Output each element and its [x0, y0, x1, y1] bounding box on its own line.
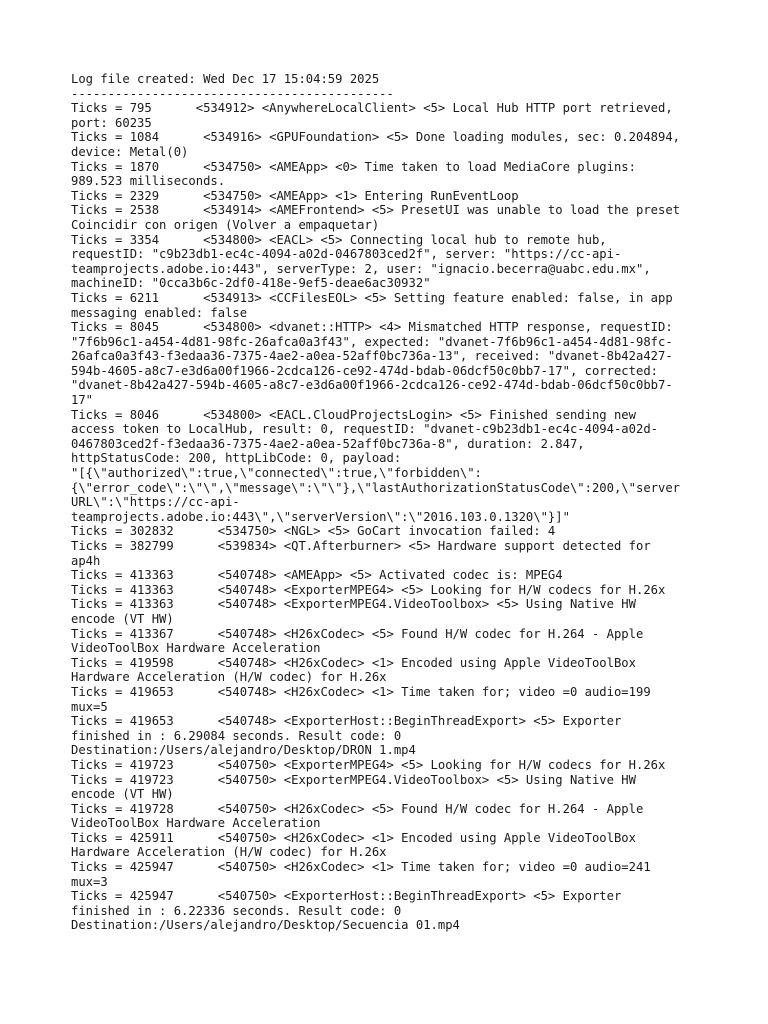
log-line: httpStatusCode: 200, httpLibCode: 0, payload:	[71, 451, 402, 466]
log-line: VideoToolBox Hardware Acceleration	[71, 641, 321, 656]
log-line: encode (VT HW)	[71, 787, 174, 802]
log-line: 17"	[71, 393, 94, 408]
log-line: Ticks = 419723 <540750> <ExporterMPEG4> <5> Looking for H/W codecs for H.26x	[71, 757, 666, 772]
log-line: "dvanet-8b42a427-594b-4605-a8c7-e3d6a00f1966-2cdca126-ce92-474d-bdab-06dcf50c0bb7-	[71, 378, 673, 393]
log-line: 594b-4605-a8c7-e3d6a00f1966-2cdca126-ce92-474d-bdab-06dcf50c0bb7-17", corrected:	[71, 363, 658, 378]
log-line: Ticks = 6211 <534913> <CCFilesEOL> <5> Setting feature enabled: false, in app	[71, 290, 673, 305]
log-line: Ticks = 425947 <540750> <ExporterHost::BeginThreadExport> <5> Exporter	[71, 889, 622, 904]
log-line: access token to LocalHub, result: 0, requestID: "dvanet-c9b23db1-ec4c-4094-a02d-	[71, 422, 658, 437]
log-line: Ticks = 425911 <540750> <H26xCodec> <1> Encoded using Apple VideoToolBox	[71, 830, 636, 845]
log-line: Ticks = 413363 <540748> <ExporterMPEG4.VideoToolbox> <5> Using Native HW	[71, 597, 636, 612]
log-header-line: Log file created: Wed Dec 17 15:04:59 2025	[71, 72, 380, 86]
log-line: Ticks = 1870 <534750> <AMEApp> <0> Time taken to load MediaCore plugins:	[71, 159, 636, 174]
log-line: 26afca0a3f43-f3edaa36-7375-4ae2-a0ea-52aff0bc736a-13", received: "dvanet-8b42a427-	[71, 349, 673, 364]
log-line: finished in : 6.29084 seconds. Result code: 0	[71, 728, 402, 743]
log-line: "7f6b96c1-a454-4d81-98fc-26afca0a3f43", expected: "dvanet-7f6b96c1-a454-4d81-98fc-	[71, 334, 673, 349]
log-line: teamprojects.adobe.io:443\",\"serverVersion\":\"2016.103.0.1320\"}]"	[71, 509, 570, 524]
log-line: Coincidir con origen (Volver a empaquetar)	[71, 217, 380, 232]
log-line: "[{\"authorized\":true,\"connected\":true,\"forbidden\":	[71, 466, 482, 481]
log-line: 0467803ced2f-f3edaa36-7375-4ae2-a0ea-52aff0bc736a-8", duration: 2.847,	[71, 436, 585, 451]
log-line: device: Metal(0)	[71, 144, 189, 159]
log-line: Ticks = 8046 <534800> <EACL.CloudProjectsLogin> <5> Finished sending new	[71, 407, 636, 422]
log-line: Ticks = 3354 <534800> <EACL> <5> Connecting local hub to remote hub,	[71, 232, 607, 247]
log-line: Ticks = 425947 <540750> <H26xCodec> <1> Time taken for; video =0 audio=241	[71, 860, 651, 875]
log-line: port: 60235	[71, 115, 152, 130]
log-line: requestID: "c9b23db1-ec4c-4094-a02d-0467803ced2f", server: "https://cc-api-	[71, 247, 622, 262]
log-line: 989.523 milliseconds.	[71, 174, 226, 189]
log-line: Ticks = 419728 <540750> <H26xCodec> <5> Found H/W codec for H.264 - Apple	[71, 801, 644, 816]
log-document	[71, 72, 711, 933]
log-line: {\"error_code\":\"\",\"message\":\"\"},\"lastAuthorizationStatusCode\":200,\"server	[71, 480, 681, 495]
log-line: Ticks = 419653 <540748> <H26xCodec> <1> Time taken for; video =0 audio=199	[71, 684, 651, 699]
log-line: Destination:/Users/alejandro/Desktop/DRON 1.mp4	[71, 743, 416, 758]
log-line: VideoToolBox Hardware Acceleration	[71, 816, 321, 831]
log-line: mux=5	[71, 699, 108, 714]
log-line: teamprojects.adobe.io:443", serverType: 2, user: "ignacio.becerra@uabc.edu.mx",	[71, 261, 651, 276]
log-line: Ticks = 413367 <540748> <H26xCodec> <5> Found H/W codec for H.264 - Apple	[71, 626, 644, 641]
log-line: Ticks = 413363 <540748> <AMEApp> <5> Activated codec is: MPEG4	[71, 568, 563, 583]
log-line: Hardware Acceleration (H/W codec) for H.26x	[71, 670, 387, 685]
log-text	[71, 72, 711, 933]
log-line: Destination:/Users/alejandro/Desktop/Secuencia 01.mp4	[71, 918, 460, 933]
log-line: Ticks = 419653 <540748> <ExporterHost::BeginThreadExport> <5> Exporter	[71, 714, 622, 729]
log-line: ap4h	[71, 553, 101, 568]
log-line: mux=3	[71, 874, 108, 889]
log-line: Ticks = 382799 <539834> <QT.Afterburner> <5> Hardware support detected for	[71, 539, 651, 553]
log-line: Hardware Acceleration (H/W codec) for H.26x	[71, 845, 387, 860]
log-line: finished in : 6.22336 seconds. Result code: 0	[71, 903, 402, 918]
log-line: Ticks = 8045 <534800> <dvanet::HTTP> <4> Mismatched HTTP response, requestID:	[71, 320, 673, 335]
log-line: Ticks = 2538 <534914> <AMEFrontend> <5> PresetUI was unable to load the preset	[71, 203, 681, 218]
log-line: machineID: "0cca3b6c-2df0-418e-9ef5-deae6ac30932"	[71, 276, 431, 291]
log-line: Ticks = 419723 <540750> <ExporterMPEG4.VideoToolbox> <5> Using Native HW	[71, 772, 636, 787]
log-line: encode (VT HW)	[71, 611, 174, 626]
log-line: Ticks = 2329 <534750> <AMEApp> <1> Entering RunEventLoop	[71, 188, 519, 203]
log-line: messaging enabled: false	[71, 305, 248, 320]
log-line: URL\":\"https://cc-api-	[71, 495, 240, 510]
log-line: Ticks = 413363 <540748> <ExporterMPEG4> <5> Looking for H/W codecs for H.26x	[71, 582, 666, 597]
log-line: Ticks = 419598 <540748> <H26xCodec> <1> Encoded using Apple VideoToolBox	[71, 655, 636, 670]
log-line: Ticks = 795 <534912> <AnywhereLocalClient> <5> Local Hub HTTP port retrieved,	[71, 101, 673, 116]
log-line: Ticks = 302832 <534750> <NGL> <5> GoCart invocation failed: 4	[71, 524, 556, 539]
log-separator: --------------------------------------------	[71, 86, 394, 101]
log-line: Ticks = 1084 <534916> <GPUFoundation> <5> Done loading modules, sec: 0.204894,	[71, 130, 681, 145]
